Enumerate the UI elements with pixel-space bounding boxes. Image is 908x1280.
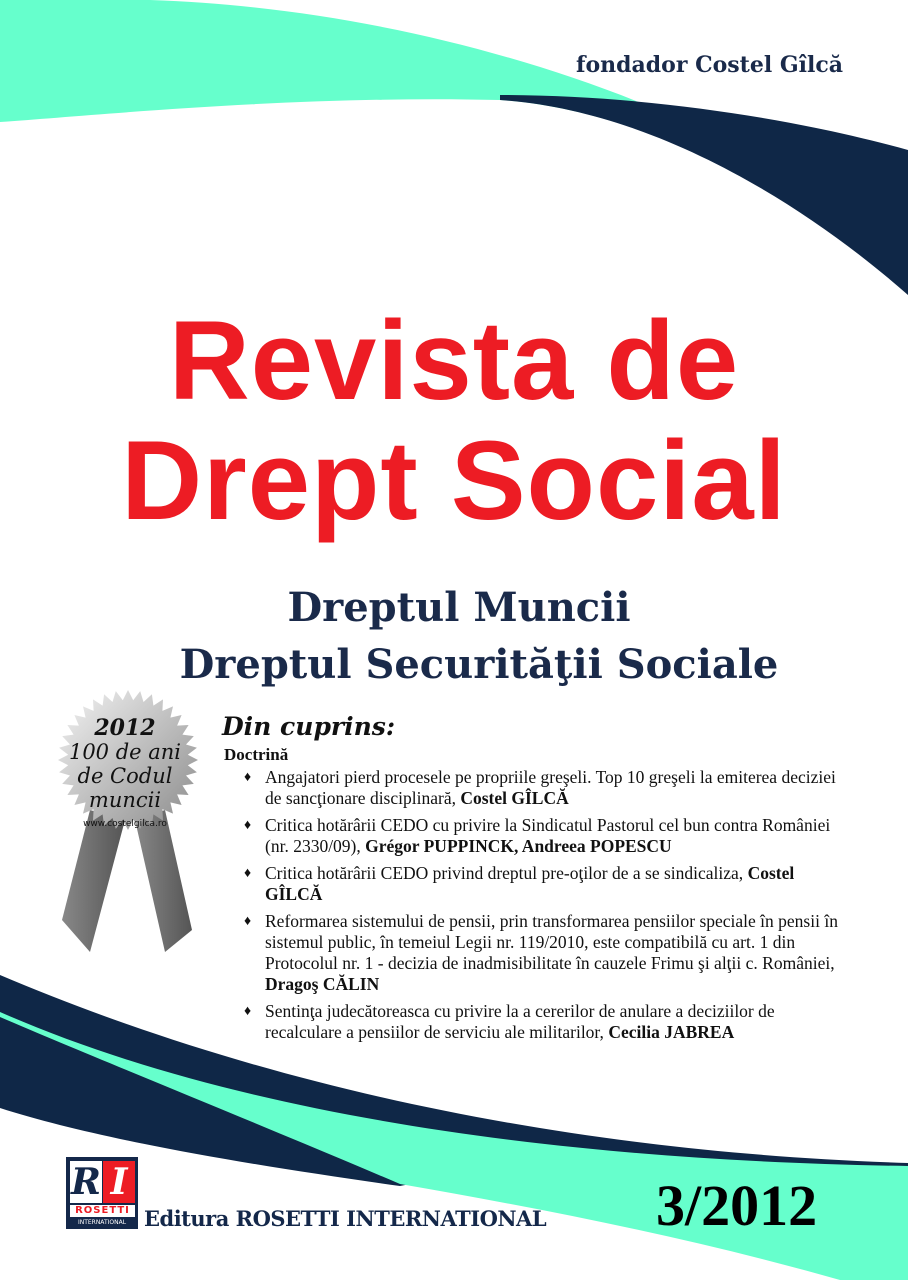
diamond-bullet-icon: ♦ [244, 866, 252, 881]
logo-letter-r: R [71, 1161, 101, 1203]
toc-item-author: Dragoş CĂLIN [265, 974, 380, 994]
toc-item-text: Sentinţa judecătoreasca cu privire la a cererilor de anulare a deciziilor de recalculare a pensiilor de serviciu ale militarilor, [265, 1001, 775, 1042]
founder-line: fondador Costel Gîlcă [576, 52, 843, 78]
badge-line-1: 100 de ani [68, 740, 182, 764]
publisher-logo [66, 1157, 138, 1229]
diamond-bullet-icon: ♦ [244, 818, 252, 833]
anniversary-badge [40, 690, 220, 970]
toc-item-author: Cecilia JABREA [608, 1022, 735, 1042]
toc-section: Doctrină [224, 745, 289, 764]
subtitle-line-1: Dreptul Muncii [287, 584, 631, 631]
diamond-bullet-icon: ♦ [244, 1004, 252, 1019]
subtitle-line-2: Dreptul Securităţii Sociale [179, 641, 779, 688]
badge-year: 2012 [94, 715, 156, 741]
toc-item-text: Critica hotărârii CEDO cu privire la Sindicatul Pastorul cel bun contra României (nr. 2330/09), [265, 815, 831, 856]
toc-item-text: Critica hotărârii CEDO privind dreptul pre-oţilor de a se sindicaliza, [265, 863, 748, 883]
diamond-bullet-icon: ♦ [244, 770, 252, 785]
badge-line-3: muncii [88, 788, 162, 812]
ribbon-right [135, 810, 192, 952]
toc-item [222, 815, 842, 857]
diamond-bullet-icon: ♦ [244, 914, 252, 929]
logo-international: INTERNATIONAL [77, 1219, 127, 1226]
badge-url: www.costelgilca.ro [83, 819, 167, 829]
table-of-contents [222, 712, 842, 1049]
toc-item-text: Angajatori pierd procesele pe propriile greşeli. Top 10 greşeli la emiterea deciziei de sancţionare disciplinară, [265, 767, 836, 808]
toc-item-text: Reformarea sistemului de pensii, prin transformarea pensiilor speciale în pensii în sistemul public, în temeiul Legii nr. 119/2010, este compatibilă cu art. 1 din Protocolul nr. 1 - decizia de inadmisibilitate în cauzele Frimu şi alţii c. României, [265, 911, 838, 973]
publisher-name: Editura ROSETTI INTERNATIONAL [144, 1206, 547, 1231]
top-navy-wave [500, 95, 908, 295]
title-line-2: Drept Social [121, 418, 787, 543]
toc-heading: Din cuprins: [222, 712, 396, 741]
logo-letter-i: I [103, 1161, 135, 1203]
toc-item [222, 1001, 842, 1043]
toc-item [222, 911, 842, 995]
toc-item-author: Grégor PUPPINCK, Andreea POPESCU [365, 836, 672, 856]
title-line-1: Revista de [168, 298, 740, 423]
toc-item-author: Costel GÎLCĂ [265, 863, 795, 904]
toc-item [222, 767, 842, 809]
logo-rosetti: ROSETTI [70, 1205, 135, 1217]
ribbon-left [62, 810, 125, 952]
toc-item-author: Costel GÎLCĂ [460, 788, 569, 808]
toc-item [222, 863, 842, 905]
issue-number: 3/2012 [656, 1173, 818, 1238]
toc-list [222, 767, 842, 1043]
badge-line-2: de Codul [77, 764, 173, 788]
